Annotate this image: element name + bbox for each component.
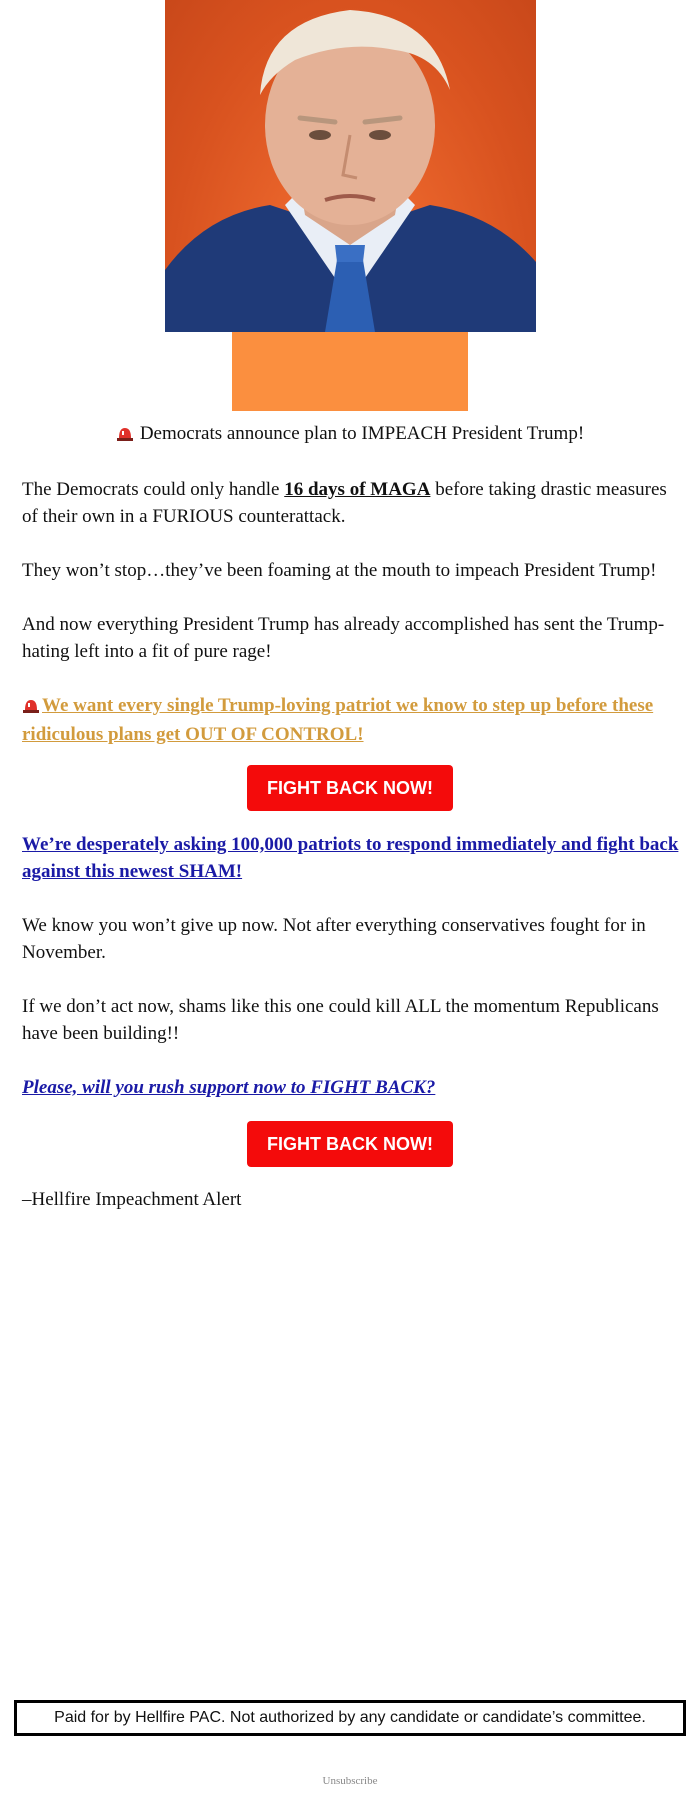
rush-support-link[interactable]: Please, will you rush support now to FIGHT BACK?	[22, 1077, 436, 1098]
paragraph-7: If we don’t act now, shams like this one could kill ALL the momentum Republicans have been building!!	[22, 996, 659, 1044]
sham-link[interactable]: We’re desperately asking 100,000 patriots to respond immediately and fight back against this newest SHAM!	[22, 834, 679, 882]
siren-icon	[116, 425, 134, 447]
paragraph-3: And now everything President Trump has already accomplished has sent the Trump-hating left into a fit of pure rage!	[22, 614, 665, 662]
siren-icon	[22, 694, 40, 721]
fight-back-button[interactable]: FIGHT BACK NOW!	[247, 1121, 453, 1167]
paragraph-4	[22, 692, 682, 748]
headline	[0, 423, 700, 447]
paragraph-2: They won’t stop…they’ve been foaming at the mouth to impeach President Trump!	[22, 560, 657, 581]
headline-text: Democrats announce plan to IMPEACH President Trump!	[139, 423, 585, 444]
paragraph-1-text-a: The Democrats could only handle	[22, 479, 285, 500]
paragraph-5	[22, 831, 682, 885]
fight-back-button[interactable]: FIGHT BACK NOW!	[247, 765, 453, 811]
unsubscribe-link[interactable]: Unsubscribe	[322, 1775, 378, 1787]
paragraph-6: We know you won’t give up now. Not after everything conservatives fought for in November.	[22, 915, 646, 963]
signoff: –Hellfire Impeachment Alert	[22, 1189, 242, 1210]
paragraph-1-text-b: before taking drastic measures of their own in a FURIOUS counterattack.	[22, 479, 667, 527]
patriot-link[interactable]: We want every single Trump-loving patriot we know to step up before these ridiculous plans get OUT OF CONTROL!	[22, 695, 654, 745]
paid-for-disclaimer: Paid for by Hellfire PAC. Not authorized by any candidate or candidate’s committee.	[14, 1700, 686, 1736]
hero-portrait-image	[165, 0, 536, 332]
orange-banner-box	[232, 332, 468, 411]
maga-link[interactable]: 16 days of MAGA	[284, 479, 431, 500]
paragraph-1	[22, 476, 682, 530]
paragraph-8	[22, 1074, 682, 1101]
